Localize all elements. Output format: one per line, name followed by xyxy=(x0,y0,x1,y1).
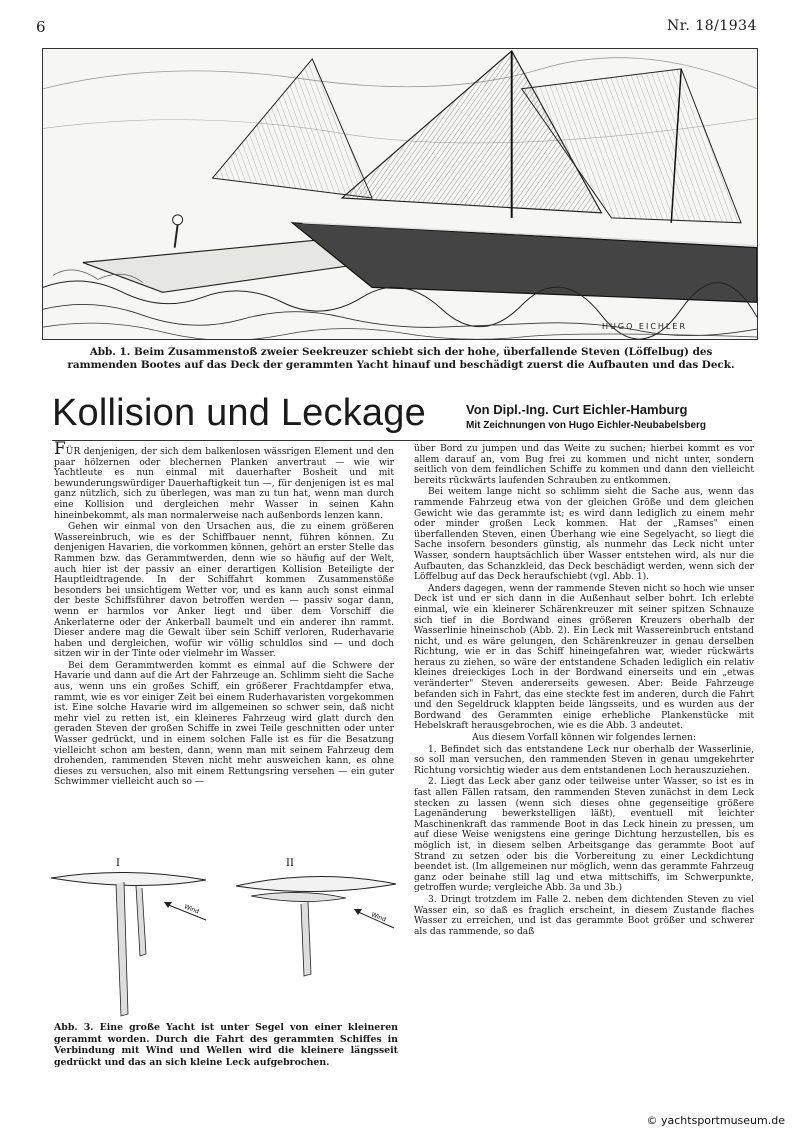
figure-1-illustration xyxy=(42,48,758,340)
issue-number: Nr. 18/1934 xyxy=(667,18,757,34)
figure-1-caption: Abb. 1. Beim Zusammenstoß zweier Seekreuzer schiebt sich der hohe, überfallende Steven (Löffelbug) des rammenden Bootes auf das Deck der gerammten Yacht hinauf und beschädigt zuerst die Aufbauten und das Deck. xyxy=(67,346,735,371)
right-column xyxy=(414,444,754,938)
page-number: 6 xyxy=(36,18,46,36)
illustrator-credit: Mit Zeichnungen von Hugo Eichler-Neubabelsberg xyxy=(466,420,707,431)
drop-cap: F xyxy=(54,439,66,459)
article-title: Kollision und Leckage xyxy=(52,392,426,434)
paragraph-text: ÜR denjenigen, der sich dem balkenlosen wässrigen Element und den paar hölzernen oder blechernen Planken anvertraut — wie wir Yachtleute es nun einmal mit dauerhafter Bosheit und mit bewunderungswürdiger Dauerhaftigkeit tun —, für denjenigen ist es mal ganz nützlich, sich zu überlegen, was man zu tun hat, wenn man durch eine Kollision und dergleichen mehr Wasser in seinen Kahn hineinbekommt, als man normalerweise nach außenbords lenzen kann. xyxy=(54,447,394,521)
paragraph: Gehen wir einmal von den Ursachen aus, die zu einem größeren Wassereinbruch, wie es der Schiffbauer nennt, führen können. Zu denjenigen Havarien, die vorkommen können, gehört an erster Stelle das Rammen bzw. das Gerammtwerden, denn wie so häufig auf der Welt, auch hier ist der passiv an einer derartigen Kollision Beteiligte der Hauptleidtragende. In der Schiffahrt kommen Zusammenstöße besonders bei unsichtigem Wetter vor, und es kann auch sonst einmal der beste Schiffsführer davon betroffen werden — passiv sogar dann, wenn er harmlos vor Anker liegt und über dem Vorschiff die Ankerlaterne oder der Ankerball baumelt und ein anderer ihn rammt. Dieser andere mag die Gewalt über sein Schiff verloren, Ruderhavarie haben und dergleichen, wofür wir völlig schuldlos sind — und doch sitzen wir in der Tinte oder vielmehr im Wasser. xyxy=(54,522,394,660)
label-II: II xyxy=(286,858,294,869)
left-column xyxy=(54,439,394,789)
figure-3-caption: Abb. 3. Eine große Yacht ist unter Segel von einer kleineren gerammt worden. Durch die Fahrt des gerammten Schiffes in Verbindung mit Wind und Wellen wird die kleinere längsseit gedrückt und das an sich kleine Leck aufgebrochen. xyxy=(54,1022,398,1068)
paragraph: Aus diesem Vorfall können wir folgendes lernen: xyxy=(472,733,696,744)
watermark: © yachtsportmuseum.de xyxy=(646,1114,785,1127)
paragraph: Bei dem Gerammtwerden kommt es einmal auf die Schwere der Havarie und dann auf die Art der Fahrzeuge an. Schlimm sieht die Sache aus, wenn uns ein großes Schiff, ein größerer Frachtdampfer etwa, rammt, wie es vor einiger Zeit bei einem Ruderhavaristen vorgekommen ist. Eine solche Havarie wird im allgemeinen so schwer sein, daß nicht mehr viel zu retten ist, ein kleineres Fahrzeug wird glatt durch den geraden Steven der großen Schiffe in zwei Teile geschnitten oder unter Wasser gedrückt, und in einem solchen Falle ist es für die Besatzung vielleicht schon am besten, dann, wenn man mit seinem Fahrzeug dem drohenden, rammenden Steven nicht mehr ausweichen kann, es ohne dieses zu versuchen, also mit einem Rettungsring versehen — ein guter Schwimmer vielleicht auch so — xyxy=(54,660,394,788)
artist-signature: HUGO EICHLER xyxy=(602,322,687,331)
wind-label-2: Wind xyxy=(370,911,387,924)
paragraph xyxy=(54,439,394,521)
yacht-collision-sketches xyxy=(46,846,398,1022)
numbered-item: 2. Liegt das Leck aber ganz oder teilweise unter Wasser, so ist es in fast allen Fällen ratsam, den rammenden Steven zunächst in dem Leck stecken zu lassen (wenn sich dieses ohne gegenseitige größere Lagenänderung bewerkstelligen läßt), eventuell mit leichter Maschinenkraft das rammende Boot in das Leck hinein zu pressen, um auf diese Weise wenigstens eine geringe Dichtung herzustellen, bis es möglich ist, in diesem selben Arbeitsgange das gerammte Boot auf Strand zu setzen oder bis die Vorbereitung zu einer Leckdichtung beendet ist. (Im allgemeinen nur möglich, wenn das gerammte Fahrzeug ganz oder beinahe still lag und etwa mittschiffs, im Schwerpunkte, getroffen wurde; vergleiche Abb. 3a und 3b.) xyxy=(414,777,754,894)
paragraph: über Bord zu jumpen und das Weite zu suchen; hierbei kommt es vor allem darauf an, vom Bug frei zu kommen und nicht unter, sondern seitlich von dem feindlichen Schiffe zu kommen und dann den vielleicht bereits rückwärts laufenden Schrauben zu entkommen. xyxy=(414,444,754,486)
label-I: I xyxy=(116,858,120,869)
author-byline: Von Dipl.-Ing. Curt Eichler-Hamburg xyxy=(466,402,688,417)
figure-3-diagram xyxy=(46,846,398,1022)
wind-label-1: Wind xyxy=(183,903,200,916)
numbered-item: 1. Befindet sich das entstandene Leck nur oberhalb der Wasserlinie, so soll man versuchen, den rammenden Steven in genau umgekehrter Richtung vorsichtig wieder aus dem entstandenen Loch herauszuziehen. xyxy=(414,744,754,776)
sailboat-collision-drawing xyxy=(43,49,757,339)
paragraph: Anders dagegen, wenn der rammende Steven nicht so hoch wie unser Deck ist und er sich dann in die Außenhaut selber bohrt. Ich erlebte einmal, wie ein kleinerer Schärenkreuzer mit seiner spitzen Schnauze sich tief in die Bordwand eines größeren Kreuzers oberhalb der Wasserlinie hineinschob (Abb. 2). Ein Leck mit Wassereinbruch entstand nicht, und es wäre gelungen, den Schärenkreuzer in genau derselben Richtung, wie er in das Schiff hineingefahren war, wieder rückwärts heraus zu ziehen, so wäre der entstandene Schaden lediglich ein relativ kleines dreieckiges Loch in der Bordwand einerseits und ein „etwas veränderter" Steven andererseits gewesen. Aber: Beide Fahrzeuge befanden sich in Fahrt, das eine steckte fest im anderen, durch die Fahrt und den Segeldruck klappten beide längsseits, und es wurden aus der Bordwand des Gerammten einige erhebliche Plankenstücke mit Hebelskraft herausgebrochen, wie es die Abb. 3 andeutet. xyxy=(414,583,754,732)
numbered-item: 3. Dringt trotzdem im Falle 2. neben dem dichtenden Steven zu viel Wasser ein, so daß es fraglich erscheint, in diesem Zustande flaches Wasser zu erreichen, und ist das gerammte Boot größer und schwerer als das rammende, so daß xyxy=(414,894,754,937)
title-rule xyxy=(52,440,752,441)
paragraph: Bei weitem lange nicht so schlimm sieht die Sache aus, wenn das rammende Fahrzeug etwa von der gleichen Größe und dem gleichen Gewicht wie das gerammte ist; es wird dann lediglich zu einem mehr oder minder großen Leck kommen. Hat der „Ramses" einen überfallenden Steven, einen Überhang wie eine Segelyacht, so liegt die Sache insofern besonders günstig, als nunmehr das Leck nicht unter Wasser, sondern hauptsächlich über Wasser entstehen wird, als nur die Aufbauten, das Schanzkleid, das Deck beschädigt werden, wenn sich der Löffelbug auf das Deck heraufschiebt (vgl. Abb. 1). xyxy=(414,487,754,583)
